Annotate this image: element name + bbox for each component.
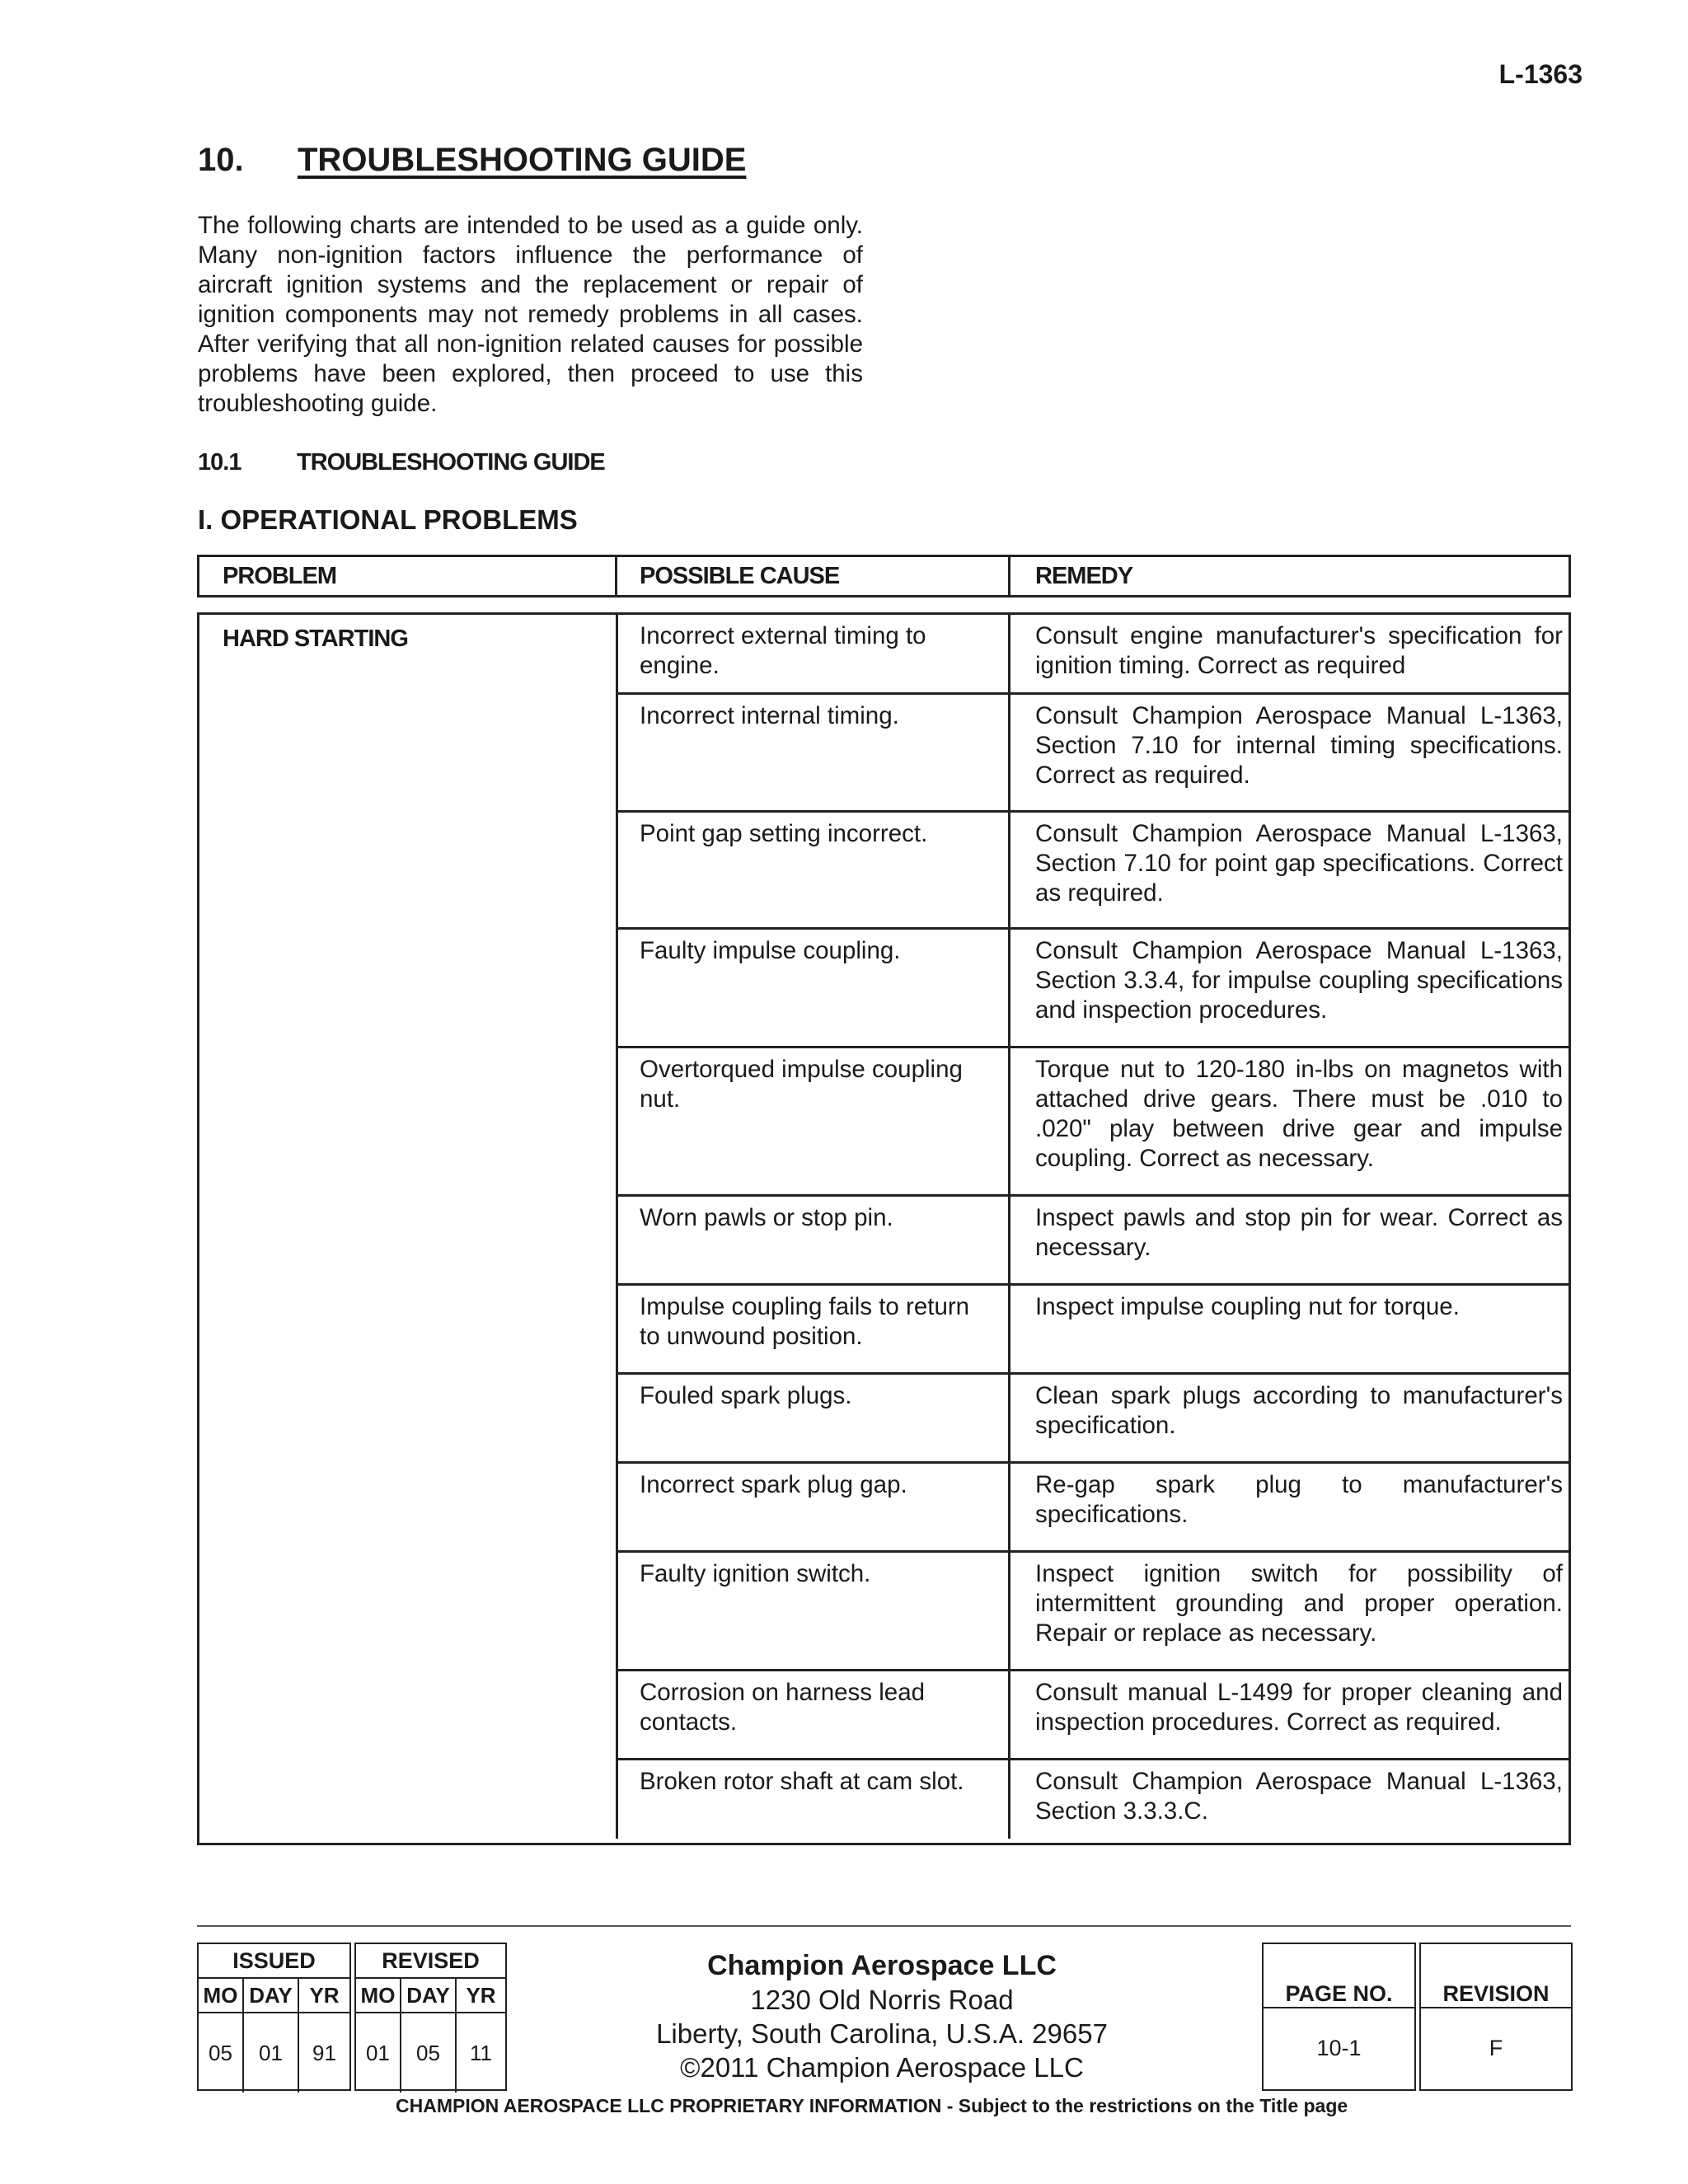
cause-cell: Faulty ignition switch.	[640, 1560, 871, 1587]
table-row	[618, 615, 1568, 695]
table-row	[618, 695, 1568, 813]
cause-cell: Overtorqued impulse coupling nut.	[640, 1056, 963, 1113]
table-row	[618, 1197, 1568, 1286]
table-row	[618, 1048, 1568, 1197]
revised-mo: 01	[366, 2041, 390, 2065]
remedy-cell: Inspect ignition switch for possibility of intermittent grounding and proper operation. Repair or replace as necessary.	[1035, 1560, 1563, 1647]
table-row	[618, 1286, 1568, 1375]
revised-values	[356, 2013, 505, 2093]
company-copyright: ©2011 Champion Aerospace LLC	[680, 2052, 1084, 2083]
revised-yr: 11	[455, 2013, 505, 2093]
subsection-heading	[198, 449, 605, 476]
page-number-label: PAGE NO.	[1264, 1944, 1414, 2008]
company-address-line-2: Liberty, South Carolina, U.S.A. 29657	[656, 2018, 1108, 2049]
remedy-cell: Re-gap spark plug to manufacturer's specifications.	[1035, 1471, 1563, 1528]
revised-label: REVISED	[356, 1944, 505, 1979]
revision-box	[1419, 1943, 1573, 2091]
cause-cell: Impulse coupling fails to return to unwound position.	[640, 1293, 970, 1350]
section-number: 10.	[198, 142, 244, 178]
cause-cell: Corrosion on harness lead contacts.	[640, 1679, 926, 1736]
revised-day: 05	[400, 2013, 455, 2093]
remedy-cell: Torque nut to 120-180 in-lbs on magnetos with attached drive gears. There must be .010 to .020" play between drive gear and impulse coupling. Correct as necessary.	[1035, 1056, 1563, 1172]
remedy-cell: Consult Champion Aerospace Manual L-1363, Section 3.3.3.C.	[1035, 1768, 1563, 1825]
cause-cell: Incorrect external timing to engine.	[640, 622, 926, 679]
page-number-value: 10-1	[1316, 2036, 1362, 2060]
header-possible-cause: POSSIBLE CAUSE	[617, 557, 1010, 595]
table-header	[197, 555, 1571, 598]
subsection-number: 10.1	[198, 449, 241, 476]
cause-cell: Broken rotor shaft at cam slot.	[640, 1768, 964, 1795]
document-number: L-1363	[1498, 59, 1582, 89]
remedy-cell: Consult Champion Aerospace Manual L-1363, Section 3.3.4, for impulse coupling specifications and inspection procedures.	[1035, 937, 1563, 1024]
issued-mo-label: MO	[203, 1983, 238, 2008]
issued-yr: 91	[298, 2013, 349, 2093]
remedy-cell: Consult engine manufacturer's specification for ignition timing. Correct as required	[1035, 622, 1563, 679]
section-title: TROUBLESHOOTING GUIDE	[298, 142, 747, 178]
issued-values	[199, 2013, 349, 2093]
header-remedy: REMEDY	[1035, 562, 1133, 589]
cause-cell: Incorrect internal timing.	[640, 702, 899, 729]
table-row	[618, 1464, 1568, 1553]
revision-label: REVISION	[1421, 1944, 1571, 2008]
company-address-line-1: 1230 Old Norris Road	[750, 1985, 1014, 2015]
issued-yr-label: YR	[298, 1979, 349, 2012]
operational-problems-title: I. OPERATIONAL PROBLEMS	[198, 504, 578, 535]
remedy-cell: Inspect pawls and stop pin for wear. Correct as necessary.	[1035, 1204, 1563, 1261]
issued-box	[197, 1943, 351, 2091]
table-row	[618, 1375, 1568, 1464]
revised-box	[354, 1943, 507, 2091]
revised-day-label: DAY	[400, 1979, 455, 2012]
problem-hard-starting: HARD STARTING	[223, 626, 408, 652]
table-row	[618, 813, 1568, 930]
revised-subheaders	[356, 1979, 505, 2013]
company-name: Champion Aerospace LLC	[707, 1950, 1057, 1981]
cause-cell: Point gap setting incorrect.	[640, 820, 928, 847]
company-block	[552, 1948, 1212, 2084]
issued-day-label: DAY	[242, 1979, 298, 2012]
subsection-title: TROUBLESHOOTING GUIDE	[297, 449, 605, 476]
table-row	[618, 1760, 1568, 1843]
remedy-cell: Inspect impulse coupling nut for torque.	[1035, 1293, 1460, 1320]
issued-mo: 05	[209, 2041, 232, 2065]
header-problem: PROBLEM	[199, 557, 617, 595]
remedy-cell: Consult manual L-1499 for proper cleaning and inspection procedures. Correct as required.	[1035, 1679, 1563, 1736]
issued-subheaders	[199, 1979, 349, 2013]
intro-paragraph: The following charts are intended to be used as a guide only. Many non-ignition factors influence the performance of aircraft ignition systems and the replacement or repair of ignition components may not remedy problems in all cases. After verifying that all non-ignition related causes for possible problems have been explored, then proceed to use this troubleshooting guide.	[198, 212, 863, 417]
section-heading	[198, 142, 746, 179]
troubleshooting-table	[197, 612, 1571, 1845]
revised-mo-label: MO	[360, 1983, 396, 2008]
remedy-cell: Clean spark plugs according to manufacturer's specification.	[1035, 1382, 1563, 1439]
cause-cell: Worn pawls or stop pin.	[640, 1204, 893, 1231]
cause-cell: Incorrect spark plug gap.	[640, 1471, 907, 1498]
proprietary-notice: CHAMPION AEROSPACE LLC PROPRIETARY INFORMATION - Subject to the restrictions on the Title page	[396, 2095, 1348, 2116]
table-row	[618, 1671, 1568, 1760]
table-row	[618, 930, 1568, 1048]
remedy-cell: Consult Champion Aerospace Manual L-1363, Section 7.10 for internal timing specifications. Correct as required.	[1035, 702, 1563, 789]
revised-yr-label: YR	[455, 1979, 505, 2012]
revision-value: F	[1489, 2036, 1503, 2060]
footer-divider	[197, 1925, 1571, 1927]
issued-label: ISSUED	[199, 1944, 349, 1979]
table-row	[618, 1553, 1568, 1671]
issued-day: 01	[242, 2013, 298, 2093]
remedy-cell: Consult Champion Aerospace Manual L-1363, Section 7.10 for point gap specifications. Correct as required.	[1035, 820, 1563, 907]
page-number-box	[1262, 1943, 1416, 2091]
cause-cell: Faulty impulse coupling.	[640, 937, 901, 964]
cause-cell: Fouled spark plugs.	[640, 1382, 852, 1409]
